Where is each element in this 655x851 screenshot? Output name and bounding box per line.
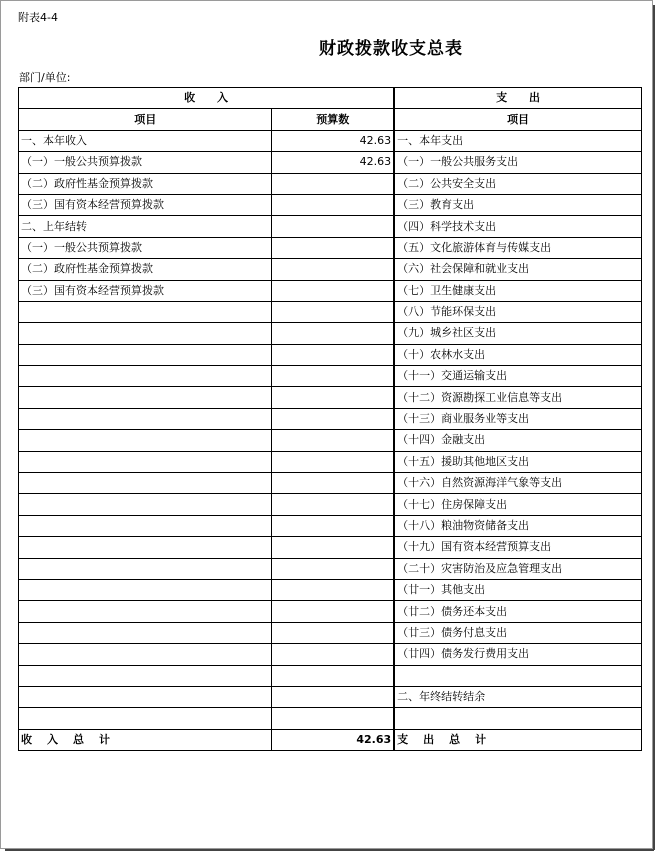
income-item-cell: （三）国有资本经营预算拨款 <box>19 280 272 301</box>
income-item-cell <box>19 344 272 365</box>
income-item-cell <box>19 515 272 536</box>
table-row <box>19 708 642 729</box>
budget-amount-cell <box>272 237 394 258</box>
budget-amount-cell <box>272 515 394 536</box>
income-item-cell: （二）政府性基金预算拨款 <box>19 173 272 194</box>
expense-item-cell: 二、年终结转结余 <box>394 686 641 707</box>
budget-amount-cell <box>272 622 394 643</box>
budget-amount-cell <box>272 601 394 622</box>
expense-item-cell <box>394 665 641 686</box>
table-row <box>19 130 642 151</box>
income-item-cell <box>19 408 272 429</box>
expense-item-cell: （二）公共安全支出 <box>394 173 641 194</box>
income-item-cell: 一、本年收入 <box>19 130 272 151</box>
expense-item-cell <box>394 708 641 729</box>
expense-item-cell: （十）农林水支出 <box>394 344 641 365</box>
income-item-cell <box>19 686 272 707</box>
page-title: 财政拨款收支总表 <box>319 39 463 59</box>
expense-item-cell: （二十）灾害防治及应急管理支出 <box>394 558 641 579</box>
income-item-cell <box>19 601 272 622</box>
income-item-cell <box>19 622 272 643</box>
table-row <box>19 451 642 472</box>
expense-total-label: 支 出 总 计 <box>394 729 641 750</box>
table-row <box>19 259 642 280</box>
budget-amount-cell <box>272 173 394 194</box>
table-row <box>19 344 642 365</box>
table-row <box>19 473 642 494</box>
expense-item-cell: （十一）交通运输支出 <box>394 366 641 387</box>
budget-amount-cell <box>272 408 394 429</box>
table-row <box>19 237 642 258</box>
income-item-cell <box>19 323 272 344</box>
budget-amount-cell <box>272 665 394 686</box>
budget-amount-cell <box>272 473 394 494</box>
budget-amount-cell <box>272 558 394 579</box>
table-row <box>19 301 642 322</box>
table-row <box>19 173 642 194</box>
table-row <box>19 194 642 215</box>
income-item-cell <box>19 537 272 558</box>
expense-item-cell: （八）节能环保支出 <box>394 301 641 322</box>
income-item-header: 项目 <box>19 109 272 130</box>
expense-item-cell: （廿二）债务还本支出 <box>394 601 641 622</box>
income-item-cell <box>19 387 272 408</box>
income-item-cell <box>19 494 272 515</box>
expense-item-cell: （廿一）其他支出 <box>394 579 641 600</box>
budget-amount-cell <box>272 216 394 237</box>
expense-item-cell: （十三）商业服务业等支出 <box>394 408 641 429</box>
budget-amount-cell <box>272 430 394 451</box>
budget-amount-cell <box>272 301 394 322</box>
table-row <box>19 152 642 173</box>
table-row <box>19 216 642 237</box>
expense-item-cell: （六）社会保障和就业支出 <box>394 259 641 280</box>
group-header-row <box>19 88 642 109</box>
expense-item-cell: （十二）资源勘探工业信息等支出 <box>394 387 641 408</box>
expense-item-cell: 一、本年支出 <box>394 130 641 151</box>
income-item-cell <box>19 301 272 322</box>
expense-group-header: 支 出 <box>394 88 641 109</box>
expense-item-cell: （廿三）债务付息支出 <box>394 622 641 643</box>
income-item-cell <box>19 473 272 494</box>
expense-item-header: 项目 <box>394 109 641 130</box>
table-row <box>19 665 642 686</box>
income-item-cell <box>19 430 272 451</box>
expense-item-cell: （十九）国有资本经营预算支出 <box>394 537 641 558</box>
budget-amount-cell <box>272 494 394 515</box>
budget-amount-header: 预算数 <box>272 109 394 130</box>
table-row <box>19 387 642 408</box>
budget-amount-cell <box>272 280 394 301</box>
summary-table <box>18 87 642 751</box>
expense-item-cell: （三）教育支出 <box>394 194 641 215</box>
budget-amount-cell <box>272 537 394 558</box>
income-item-cell <box>19 451 272 472</box>
table-row <box>19 408 642 429</box>
budget-amount-cell <box>272 323 394 344</box>
table-row <box>19 558 642 579</box>
table-row <box>19 601 642 622</box>
expense-item-cell: （十八）粮油物资储备支出 <box>394 515 641 536</box>
table-row <box>19 622 642 643</box>
table-row <box>19 686 642 707</box>
table-row <box>19 644 642 665</box>
expense-item-cell: （四）科学技术支出 <box>394 216 641 237</box>
expense-item-cell: （九）城乡社区支出 <box>394 323 641 344</box>
table-row <box>19 366 642 387</box>
income-item-cell <box>19 665 272 686</box>
budget-amount-cell <box>272 579 394 600</box>
table-row <box>19 579 642 600</box>
budget-amount-cell <box>272 644 394 665</box>
table-row <box>19 280 642 301</box>
budget-amount-cell <box>272 344 394 365</box>
table-row <box>19 537 642 558</box>
expense-item-cell: （一）一般公共服务支出 <box>394 152 641 173</box>
budget-amount-cell <box>272 194 394 215</box>
expense-item-cell: （十六）自然资源海洋气象等支出 <box>394 473 641 494</box>
expense-item-cell: （廿四）债务发行费用支出 <box>394 644 641 665</box>
expense-item-cell: （十七）住房保障支出 <box>394 494 641 515</box>
expense-item-cell: （五）文化旅游体育与传媒支出 <box>394 237 641 258</box>
income-total-amount: 42.63 <box>272 729 394 750</box>
income-item-cell <box>19 558 272 579</box>
table-row <box>19 515 642 536</box>
attachment-label: 附表4-4 <box>18 11 58 24</box>
total-row <box>19 729 642 750</box>
income-group-header: 收 入 <box>19 88 395 109</box>
budget-amount-cell: 42.63 <box>272 152 394 173</box>
expense-item-cell: （十四）金融支出 <box>394 430 641 451</box>
income-item-cell <box>19 708 272 729</box>
income-item-cell: （一）一般公共预算拨款 <box>19 152 272 173</box>
department-label: 部门/单位: <box>19 71 71 84</box>
budget-amount-cell <box>272 387 394 408</box>
budget-amount-cell <box>272 259 394 280</box>
table-row <box>19 494 642 515</box>
income-item-cell: （一）一般公共预算拨款 <box>19 237 272 258</box>
expense-item-cell: （十五）援助其他地区支出 <box>394 451 641 472</box>
income-total-label: 收 入 总 计 <box>19 729 272 750</box>
expense-item-cell: （七）卫生健康支出 <box>394 280 641 301</box>
income-item-cell <box>19 579 272 600</box>
income-item-cell: （二）政府性基金预算拨款 <box>19 259 272 280</box>
budget-amount-cell: 42.63 <box>272 130 394 151</box>
budget-amount-cell <box>272 708 394 729</box>
income-item-cell: （三）国有资本经营预算拨款 <box>19 194 272 215</box>
column-header-row <box>19 109 642 130</box>
table-row <box>19 430 642 451</box>
budget-amount-cell <box>272 366 394 387</box>
table-row <box>19 323 642 344</box>
budget-amount-cell <box>272 451 394 472</box>
budget-amount-cell <box>272 686 394 707</box>
income-item-cell: 二、上年结转 <box>19 216 272 237</box>
income-item-cell <box>19 366 272 387</box>
income-item-cell <box>19 644 272 665</box>
